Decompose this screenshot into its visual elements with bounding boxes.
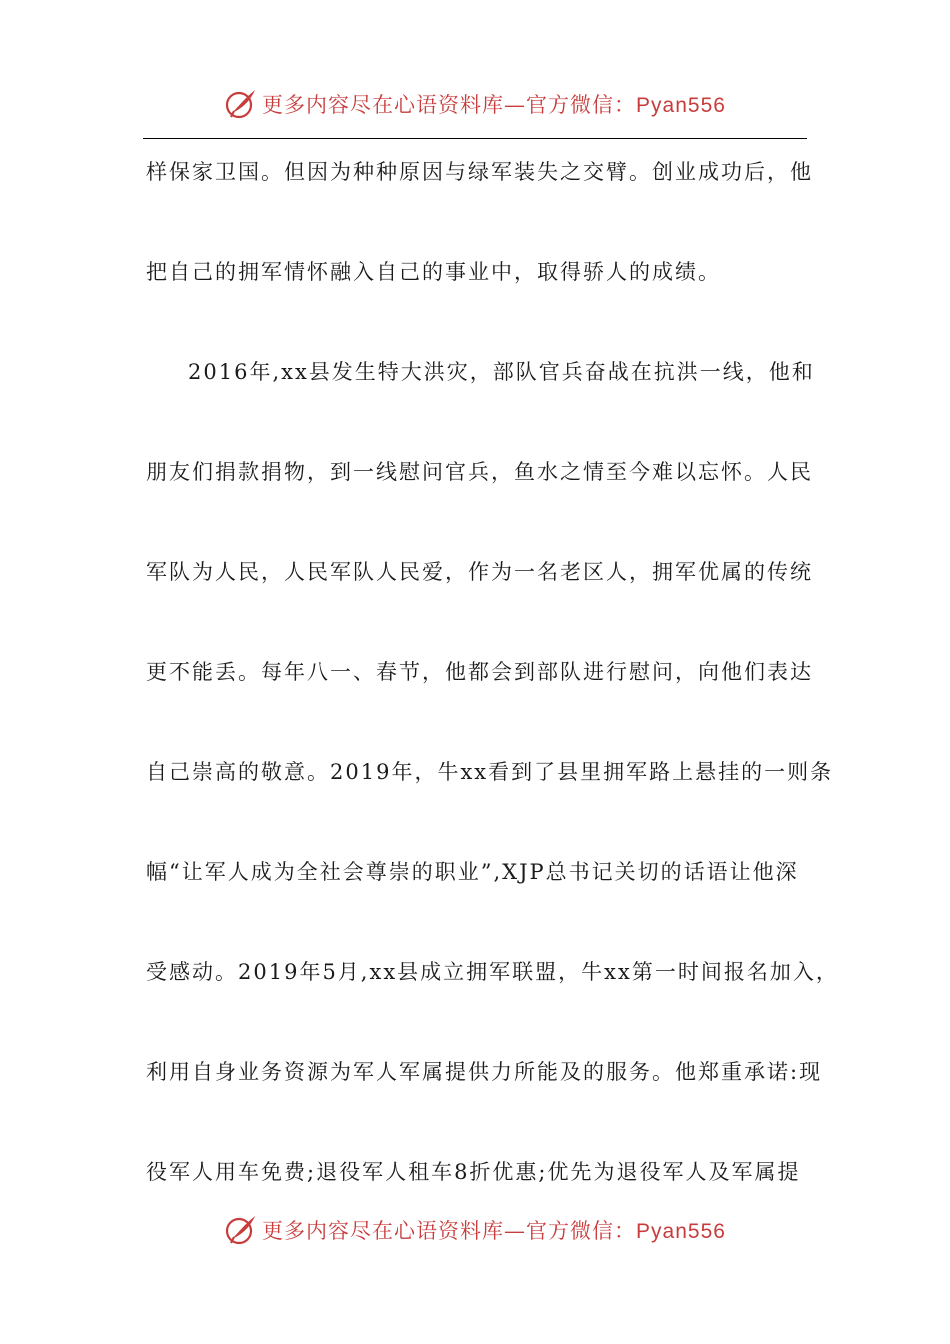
body-line: 军队为人民，人民军队人民爱，作为一名老区人，拥军优属的传统	[146, 560, 813, 584]
body-line: 样保家卫国。但因为种种原因与绿军装失之交臂。创业成功后，他	[146, 160, 813, 184]
footer-banner-text	[262, 1215, 726, 1245]
document-body	[146, 150, 839, 1250]
footer-wechat-id: Pyan556	[636, 1220, 726, 1243]
header-wechat-id: Pyan556	[636, 94, 726, 117]
header-banner-label: 更多内容尽在心语资料库—官方微信：	[262, 93, 637, 117]
header-banner-text	[262, 89, 726, 119]
body-line: 把自己的拥军情怀融入自己的事业中，取得骄人的成绩。	[146, 260, 721, 284]
body-line: 自己崇高的敬意。2019年，牛xx看到了县里拥军路上悬挂的一则条	[146, 760, 834, 784]
body-line: 更不能丢。每年八一、春节，他都会到部队进行慰问，向他们表达	[146, 660, 813, 684]
body-line: 役军人用车免费;退役军人租车8折优惠;优先为退役军人及军属提	[146, 1160, 801, 1184]
quill-logo-icon	[224, 87, 258, 121]
body-line: 幅“让军人成为全社会尊崇的职业”,XJP总书记关切的话语让他深	[146, 860, 799, 884]
body-line: 朋友们捐款捐物，到一线慰问官兵，鱼水之情至今难以忘怀。人民	[146, 460, 813, 484]
body-line: 利用自身业务资源为军人军属提供力所能及的服务。他郑重承诺:现	[146, 1060, 823, 1084]
footer-banner-label: 更多内容尽在心语资料库—官方微信：	[262, 1219, 637, 1243]
header-divider	[143, 138, 807, 139]
quill-logo-icon	[224, 1213, 258, 1247]
footer-banner	[0, 1210, 950, 1250]
body-line: 受感动。2019年5月,xx县成立拥军联盟，牛xx第一时间报名加入，	[146, 960, 839, 984]
body-line: 2016年,xx县发生特大洪灾，部队官兵奋战在抗洪一线，他和	[188, 360, 815, 384]
header-banner	[0, 84, 950, 124]
